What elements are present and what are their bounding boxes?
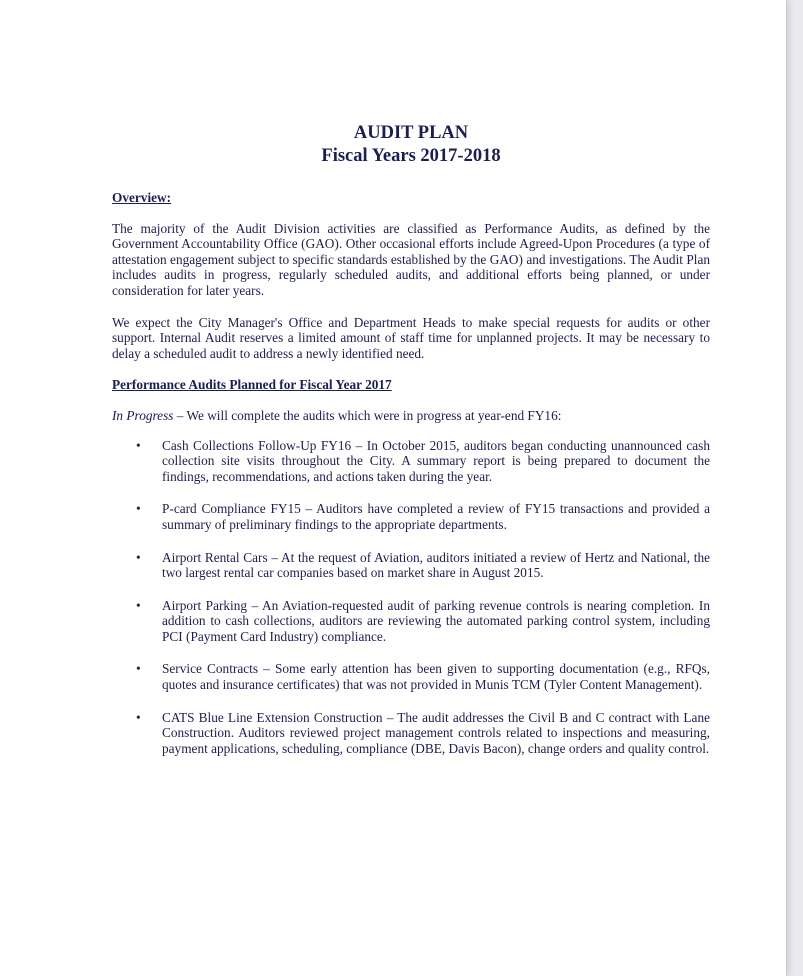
audit-list-item bbox=[112, 661, 710, 692]
audit-list-item bbox=[112, 710, 710, 757]
bullet-icon: • bbox=[136, 549, 141, 565]
audit-list-item bbox=[112, 550, 710, 581]
in-progress-text: – We will complete the audits which were in progress at year-end FY16: bbox=[173, 407, 562, 423]
bullet-icon: • bbox=[136, 437, 141, 453]
audit-item-text: CATS Blue Line Extension Construction – The audit addresses the Civil B and C contract with Lane Construction. Auditors reviewed project management controls related to inspections and measuring, payment applications, scheduling, compliance (DBE, Davis Bacon), change orders and quality control. bbox=[162, 709, 710, 756]
audit-list bbox=[112, 438, 710, 757]
audit-item-text: Airport Parking – An Aviation-requested audit of parking revenue controls is nearing completion. In addition to cash collections, auditors are reviewing the automated parking control system, including PCI (Payment Card Industry) compliance. bbox=[162, 597, 710, 644]
planned-audits-heading: Performance Audits Planned for Fiscal Year 2017 bbox=[112, 377, 392, 393]
audit-item-text: Airport Rental Cars – At the request of Aviation, auditors initiated a review of Hertz and National, the two largest rental car companies based on market share in August 2015. bbox=[162, 549, 710, 581]
audit-item-text: Service Contracts – Some early attention has been given to supporting documentation (e.g., RFQs, quotes and insurance certificates) that was not provided in Munis TCM (Tyler Content Management). bbox=[162, 661, 710, 693]
in-progress-intro bbox=[112, 408, 710, 424]
in-progress-label: In Progress bbox=[112, 407, 174, 423]
document-title: AUDIT PLAN bbox=[353, 123, 469, 143]
overview-paragraph: The majority of the Audit Division activities are classified as Performance Audits, as defined by the Government Accountability Office (GAO). Other occasional efforts include Agreed-Upon Procedures (a type of attestation engagement subject to specific standards established by the GAO) and investigations. The Audit Plan includes audits in progress, regularly scheduled audits, and additional efforts being planned, or under consideration for later years. bbox=[112, 220, 710, 298]
title-block bbox=[112, 122, 710, 168]
audit-list-item bbox=[112, 598, 710, 645]
bullet-icon: • bbox=[136, 661, 141, 677]
audit-item-text: P-card Compliance FY15 – Auditors have completed a review of FY15 transactions and provided a summary of preliminary findings to the appropriate departments. bbox=[162, 501, 710, 532]
bullet-icon: • bbox=[136, 597, 141, 613]
overview-heading: Overview: bbox=[112, 190, 172, 205]
overview-paragraph: We expect the City Manager's Office and Department Heads to make special requests for audits or other support. Internal Audit reserves a limited amount of staff time for unplanned projects. It may be necessary to delay a scheduled audit to address a newly identified need. bbox=[112, 314, 710, 361]
audit-item-text: Cash Collections Follow-Up FY16 – In October 2015, auditors began conducting unannounced cash collection site visits throughout the City. A summary report is being prepared to document the findings, recommendations, and actions taken during the year. bbox=[162, 437, 710, 484]
audit-list-item bbox=[112, 438, 710, 485]
bullet-icon: • bbox=[136, 501, 141, 517]
document-subtitle: Fiscal Years 2017-2018 bbox=[321, 146, 501, 166]
audit-list-item bbox=[112, 501, 710, 532]
document-content bbox=[112, 122, 710, 773]
bullet-icon: • bbox=[136, 709, 141, 725]
